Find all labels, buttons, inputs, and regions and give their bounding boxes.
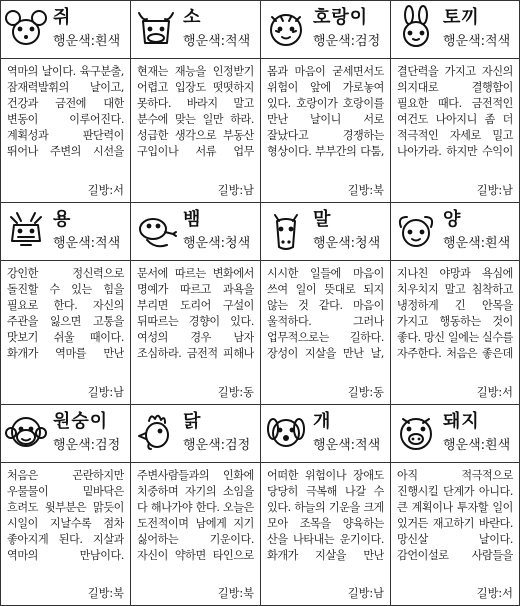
divider xyxy=(261,462,390,463)
snake-icon xyxy=(133,207,179,253)
divider xyxy=(391,462,519,463)
lucky-color: 행운색:흰색 xyxy=(53,34,121,49)
lucky-color: 행운색:적색 xyxy=(183,34,251,49)
zodiac-card-tiger xyxy=(260,0,391,203)
card-header xyxy=(131,1,260,57)
lucky-direction: 길방:남 xyxy=(85,384,124,400)
zodiac-card-rooster xyxy=(130,404,261,606)
zodiac-card-horse xyxy=(260,202,391,405)
card-header xyxy=(131,203,260,259)
zodiac-name: 호랑이 xyxy=(313,7,369,28)
divider xyxy=(391,260,519,261)
divider xyxy=(131,260,260,261)
lucky-color: 행운색:검정 xyxy=(53,438,121,453)
fortune-text: 어떠한 위험이나 장애도 당당히 극복해 나갈 수 있다. 하늘의 기운을 크게 모아 조목을 양육하는 산을 나타내는 운기이다. 화개가 지살을 만난 xyxy=(267,469,384,563)
zodiac-card-rat xyxy=(0,0,131,203)
fortune-text: 문서에 따르는 변화에서 명예가 따르고 과욕을 부리면 도리어 구설이 뒤따르는 경향이 있다. 여성의 경우 남자 조심하라. 금전적 피해나 xyxy=(137,267,254,361)
horse-icon xyxy=(263,207,309,253)
lucky-color: 행운색:청색 xyxy=(313,236,381,251)
zodiac-name: 개 xyxy=(313,411,332,432)
zodiac-card-ox xyxy=(130,0,261,203)
divider xyxy=(1,260,130,261)
lucky-color: 행운색:검정 xyxy=(183,438,251,453)
rat-icon xyxy=(3,5,49,51)
card-header xyxy=(1,1,130,57)
fortune-text: 결단력을 가지고 자신의 의지대로 결행함이 필요한 때다. 금전적인 여건도 나아지니 좀 더 적극적인 자세로 밀고 나아가라. 하지만 수익이 xyxy=(397,65,513,159)
fortune-text: 아직 적극적으로 진행시킬 단계가 아니다. 큰 계획이나 투자할 일이 있거든 재고하기 바란다. 망신살 날이다. 감언이설로 사람들을 xyxy=(397,469,513,563)
lucky-color: 행운색:흰색 xyxy=(443,236,511,251)
divider xyxy=(261,260,390,261)
card-header xyxy=(131,405,260,461)
zodiac-name: 쥐 xyxy=(53,7,72,28)
zodiac-name: 토끼 xyxy=(443,7,480,28)
lucky-direction: 길방:서 xyxy=(474,585,513,601)
fortune-text: 주변사람들과의 인화에 치중하며 자기의 소임을 다 해나가야 한다. 오늘은 도전적이며 남에게 지기 싫어하는 기운이다. 자신이 약하면 타인으로 xyxy=(137,469,254,563)
fortune-text: 현재는 재능을 인정받기 어렵고 입장도 떳떳하지 못하다. 바라지 말고 분수에 맞는 일만 하라. 성급한 생각으로 부동산 구입이나 서류 업무 xyxy=(137,65,254,159)
lucky-direction: 길방:북 xyxy=(215,585,254,601)
lucky-color: 행운색:적색 xyxy=(53,236,121,251)
zodiac-name: 말 xyxy=(313,209,332,230)
lucky-direction: 길방:남 xyxy=(215,182,254,198)
zodiac-name: 뱀 xyxy=(183,209,202,230)
fortune-text: 시시한 일들에 마음이 쓰여 일이 뜻대로 되지 않는 것 같다. 마음이 울적하다. 그러나 업무적으로는 길하다. 장성이 지살을 만난 날, xyxy=(267,267,384,361)
lucky-color: 행운색:흰색 xyxy=(443,438,511,453)
rabbit-icon xyxy=(393,5,439,51)
card-header xyxy=(1,405,130,461)
zodiac-card-sheep xyxy=(390,202,520,405)
zodiac-name: 닭 xyxy=(183,411,202,432)
rooster-icon xyxy=(133,409,179,455)
divider xyxy=(131,58,260,59)
fortune-text: 처음은 곤란하지만 우물물이 밑바닥은 흐려도 윗부분은 맑듯이 시일이 지날수록 점차 좋아지게 된다. 지살과 역마의 만남이다. xyxy=(7,469,124,563)
zodiac-card-dragon xyxy=(0,202,131,405)
divider xyxy=(261,58,390,59)
lucky-color: 행운색:적색 xyxy=(313,438,381,453)
lucky-direction: 길방:동 xyxy=(215,384,254,400)
divider xyxy=(131,462,260,463)
fortune-text: 지나친 야망과 욕심에 치우치지 말고 침착하고 냉정하게 긴 안목을 가지고 행동하는 것이 좋다. 망신 일에는 실수를 자주한다. 처음은 좋은데 xyxy=(397,267,513,361)
divider xyxy=(1,462,130,463)
dog-icon xyxy=(263,409,309,455)
zodiac-card-monkey xyxy=(0,404,131,606)
fortune-text: 몸과 마음이 굳세면서도 위험이 앞에 가로놓여 있다. 호랑이가 호랑이를 만난 날이니 서로 잘났다고 경쟁하는 형상이다. 부부간의 다툼, xyxy=(267,65,384,159)
fortune-text: 역마의 날이다. 육구분출, 잠재력발휘의 날이고, 건강과 금전에 대한 변동이 이루어진다. 계획성과 판단력이 뛰어나 주변의 시선을 xyxy=(7,65,124,159)
ox-icon xyxy=(133,5,179,51)
zodiac-name: 돼지 xyxy=(443,411,480,432)
lucky-direction: 길방:남 xyxy=(474,182,513,198)
zodiac-name: 원숭이 xyxy=(53,411,109,432)
card-header xyxy=(1,203,130,259)
lucky-direction: 길방:서 xyxy=(85,182,124,198)
tiger-icon xyxy=(263,5,309,51)
lucky-direction: 길방:북 xyxy=(345,182,384,198)
pig-icon xyxy=(393,409,439,455)
card-header xyxy=(261,203,390,259)
lucky-direction: 길방:서 xyxy=(474,384,513,400)
monkey-icon xyxy=(3,409,49,455)
fortune-text: 강인한 정신력으로 돌진할 수 있는 힘을 필요로 한다. 자신의 주관을 잃으면 고통을 맛보기 쉬울 때이다. 화개가 역마를 만난 xyxy=(7,267,124,361)
zodiac-card-dog xyxy=(260,404,391,606)
card-header xyxy=(391,203,519,259)
lucky-direction: 길방:북 xyxy=(85,585,124,601)
card-header xyxy=(261,405,390,461)
dragon-icon xyxy=(3,207,49,253)
zodiac-name: 소 xyxy=(183,7,202,28)
card-header xyxy=(391,1,519,57)
zodiac-name: 양 xyxy=(443,209,462,230)
zodiac-card-pig xyxy=(390,404,520,606)
card-header xyxy=(391,405,519,461)
divider xyxy=(391,58,519,59)
lucky-direction: 길방:남 xyxy=(345,585,384,601)
divider xyxy=(1,58,130,59)
zodiac-card-snake xyxy=(130,202,261,405)
lucky-color: 행운색:검정 xyxy=(313,34,381,49)
lucky-color: 행운색:청색 xyxy=(183,236,251,251)
card-header xyxy=(261,1,390,57)
lucky-color: 행운색:적색 xyxy=(443,34,511,49)
zodiac-name: 용 xyxy=(53,209,72,230)
lucky-direction: 길방:동 xyxy=(345,384,384,400)
sheep-icon xyxy=(393,207,439,253)
zodiac-card-rabbit xyxy=(390,0,520,203)
